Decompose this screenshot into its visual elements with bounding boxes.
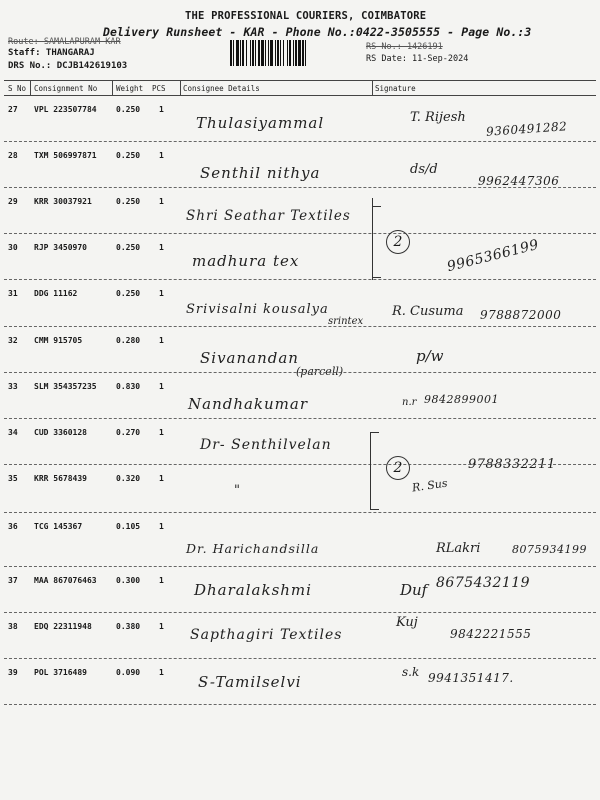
barcode-bar xyxy=(246,40,247,66)
col-divider xyxy=(372,80,373,95)
receiver-signature: n.r xyxy=(402,397,417,408)
serial-number: 31 xyxy=(8,289,18,298)
receiver-signature: ds/d xyxy=(410,162,438,177)
consignment-number: TCG 145367 xyxy=(34,522,83,531)
receiver-phone: 9788332211 xyxy=(468,457,556,472)
pieces: 1 xyxy=(159,522,164,531)
receiver-signature: p/w xyxy=(416,347,444,365)
barcode-bar xyxy=(298,40,301,66)
barcode-bar xyxy=(250,40,251,66)
company-name: THE PROFESSIONAL COURIERS, COIMBATORE xyxy=(185,10,427,22)
col-divider xyxy=(180,80,181,95)
weight: 0.280 xyxy=(116,336,141,345)
consignee-extra: (parcell) xyxy=(296,365,344,378)
consignee-name: Shri Seathar Textiles xyxy=(186,208,351,224)
barcode-bar xyxy=(265,40,266,66)
consignee-name: Dharalakshmi xyxy=(194,581,312,599)
receiver-phone: 8675432119 xyxy=(436,575,531,591)
consignment-number: MAA 867076463 xyxy=(34,576,97,585)
weight: 0.250 xyxy=(116,105,141,114)
receiver-phone: 9965366199 xyxy=(445,236,541,276)
consignee-name: Dr. Harichandsilla xyxy=(186,541,320,556)
rs-number-text: RS No.: 1426191 xyxy=(366,42,443,52)
consignment-number: VPL 223507784 xyxy=(34,105,97,114)
group-count-mark: 2 xyxy=(386,230,410,254)
table-row xyxy=(0,659,600,704)
weight: 0.105 xyxy=(116,522,141,531)
receiver-phone: 9360491282 xyxy=(485,119,568,139)
serial-number: 30 xyxy=(8,243,18,252)
rs-date: RS Date: 11-Sep-2024 xyxy=(366,54,469,64)
consignee-extra: srintex xyxy=(328,316,364,327)
consignee-name: Thulasiyammal xyxy=(196,114,325,132)
consignee-name: Senthil nithya xyxy=(200,164,321,182)
consignment-number: KRR 5678439 xyxy=(34,474,87,483)
pieces: 1 xyxy=(159,382,164,391)
consignee-name: Sapthagiri Textiles xyxy=(190,627,343,643)
weight: 0.250 xyxy=(116,151,141,160)
pieces: 1 xyxy=(159,668,164,677)
drs-number: DRS No.: DCJB142619103 xyxy=(8,61,128,71)
table-row xyxy=(0,142,600,187)
barcode-bar xyxy=(305,40,306,66)
barcode-bar xyxy=(275,40,276,66)
serial-number: 33 xyxy=(8,382,18,391)
table-top-rule xyxy=(4,80,596,81)
weight: 0.250 xyxy=(116,289,141,298)
group-bracket xyxy=(370,432,379,510)
consignment-number: CMM 915705 xyxy=(34,336,83,345)
receiver-signature: Duf xyxy=(400,581,428,599)
route-label xyxy=(8,37,121,47)
col-header-weight: Weight xyxy=(116,84,144,93)
barcode-bar xyxy=(280,40,281,66)
consignee-name: madhura tex xyxy=(192,252,300,270)
receiver-signature: T. Rijesh xyxy=(410,110,466,125)
table-row xyxy=(0,96,600,141)
runsheet-title: Delivery Runsheet - KAR - Phone No.:0422-3505555 - Page No.:3 xyxy=(103,25,532,39)
route-text: Route: SAMALAPURAM KAR xyxy=(8,37,121,47)
receiver-signature: R. Cusuma xyxy=(392,304,464,319)
col-divider xyxy=(30,80,31,95)
pieces: 1 xyxy=(159,243,164,252)
barcode-bar xyxy=(293,40,294,66)
staff-label: Staff: THANGARAJ xyxy=(8,48,95,58)
weight: 0.300 xyxy=(116,576,141,585)
consignment-number: KRR 30037921 xyxy=(34,197,92,206)
table-row xyxy=(0,327,600,378)
pieces: 1 xyxy=(159,336,164,345)
weight: 0.830 xyxy=(116,382,141,391)
barcode-bar xyxy=(270,40,273,66)
barcode-bar xyxy=(295,40,297,66)
barcode-bar xyxy=(287,40,288,66)
consignee-name: " xyxy=(234,483,241,498)
serial-number: 35 xyxy=(8,474,18,483)
group-bracket xyxy=(372,206,381,278)
consignment-number: DDG 11162 xyxy=(34,289,78,298)
col-header-consignee: Consignee Details xyxy=(183,84,260,93)
receiver-signature: Kuj xyxy=(396,615,418,630)
serial-number: 28 xyxy=(8,151,18,160)
weight: 0.380 xyxy=(116,622,141,631)
consignment-number: TXM 506997871 xyxy=(34,151,97,160)
col-divider xyxy=(112,80,113,95)
consignee-name: Srivisalni kousalya xyxy=(186,302,329,317)
serial-number: 37 xyxy=(8,576,18,585)
barcode-bar xyxy=(283,40,284,66)
receiver-phone: 9842221555 xyxy=(450,627,532,641)
barcode-bar xyxy=(268,40,269,66)
table-row xyxy=(0,613,600,658)
barcode-bar xyxy=(277,40,279,66)
rs-number xyxy=(366,42,443,52)
col-header-consignment: Consignment No xyxy=(34,84,98,93)
serial-number: 39 xyxy=(8,668,18,677)
consignment-number: SLM 354357235 xyxy=(34,382,97,391)
weight: 0.250 xyxy=(116,197,141,206)
barcode-bar xyxy=(242,40,244,66)
col-header-signature: Signature xyxy=(375,84,416,93)
col-header-sno: S No xyxy=(8,84,27,93)
consignment-number: EDQ 22311948 xyxy=(34,622,92,631)
consignee-name: Sivanandan xyxy=(200,349,299,367)
serial-number: 32 xyxy=(8,336,18,345)
serial-number: 27 xyxy=(8,105,18,114)
receiver-signature: RLakri xyxy=(436,541,481,556)
barcode-bar xyxy=(258,40,260,66)
group-bracket xyxy=(182,198,373,280)
table-row xyxy=(0,567,600,612)
barcode-bar xyxy=(289,40,291,66)
table-row xyxy=(0,513,600,558)
consignee-name: S-Tamilselvi xyxy=(198,673,302,691)
consignee-name: Nandhakumar xyxy=(188,395,309,413)
barcode-bar xyxy=(230,40,232,66)
row-separator xyxy=(4,704,596,705)
receiver-signature: R. Sus xyxy=(411,476,449,495)
barcode-bar xyxy=(302,40,304,66)
weight: 0.270 xyxy=(116,428,141,437)
pieces: 1 xyxy=(159,474,164,483)
table-row xyxy=(0,280,600,325)
serial-number: 34 xyxy=(8,428,18,437)
consignment-number: RJP 3450970 xyxy=(34,243,87,252)
pieces: 1 xyxy=(159,576,164,585)
barcode-bar xyxy=(261,40,264,66)
serial-number: 36 xyxy=(8,522,18,531)
receiver-phone: 9788872000 xyxy=(480,308,562,322)
weight: 0.320 xyxy=(116,474,141,483)
receiver-phone: 9962447306 xyxy=(478,174,560,188)
group-count-mark: 2 xyxy=(386,456,410,480)
col-header-pcs: PCS xyxy=(152,84,166,93)
consignee-name: Dr- Senthilvelan xyxy=(200,437,332,453)
serial-number: 38 xyxy=(8,622,18,631)
receiver-phone: 9842899001 xyxy=(424,393,499,406)
receiver-phone: 9941351417. xyxy=(428,671,514,685)
barcode-bar xyxy=(240,40,241,66)
receiver-signature: s.k xyxy=(402,665,420,679)
consignment-number: POL 3716489 xyxy=(34,668,87,677)
receiver-phone: 8075934199 xyxy=(512,543,587,556)
pieces: 1 xyxy=(159,428,164,437)
pieces: 1 xyxy=(159,289,164,298)
pieces: 1 xyxy=(159,105,164,114)
serial-number: 29 xyxy=(8,197,18,206)
barcode-bar xyxy=(233,40,234,66)
consignment-number: CUD 3360128 xyxy=(34,428,87,437)
barcode-bar xyxy=(255,40,256,66)
pieces: 1 xyxy=(159,151,164,160)
barcode xyxy=(229,40,357,66)
pieces: 1 xyxy=(159,622,164,631)
barcode-bar xyxy=(252,40,254,66)
weight: 0.090 xyxy=(116,668,141,677)
table-row xyxy=(0,457,600,510)
table-row xyxy=(0,373,600,418)
barcode-bar xyxy=(236,40,239,66)
pieces: 1 xyxy=(159,197,164,206)
weight: 0.250 xyxy=(116,243,141,252)
